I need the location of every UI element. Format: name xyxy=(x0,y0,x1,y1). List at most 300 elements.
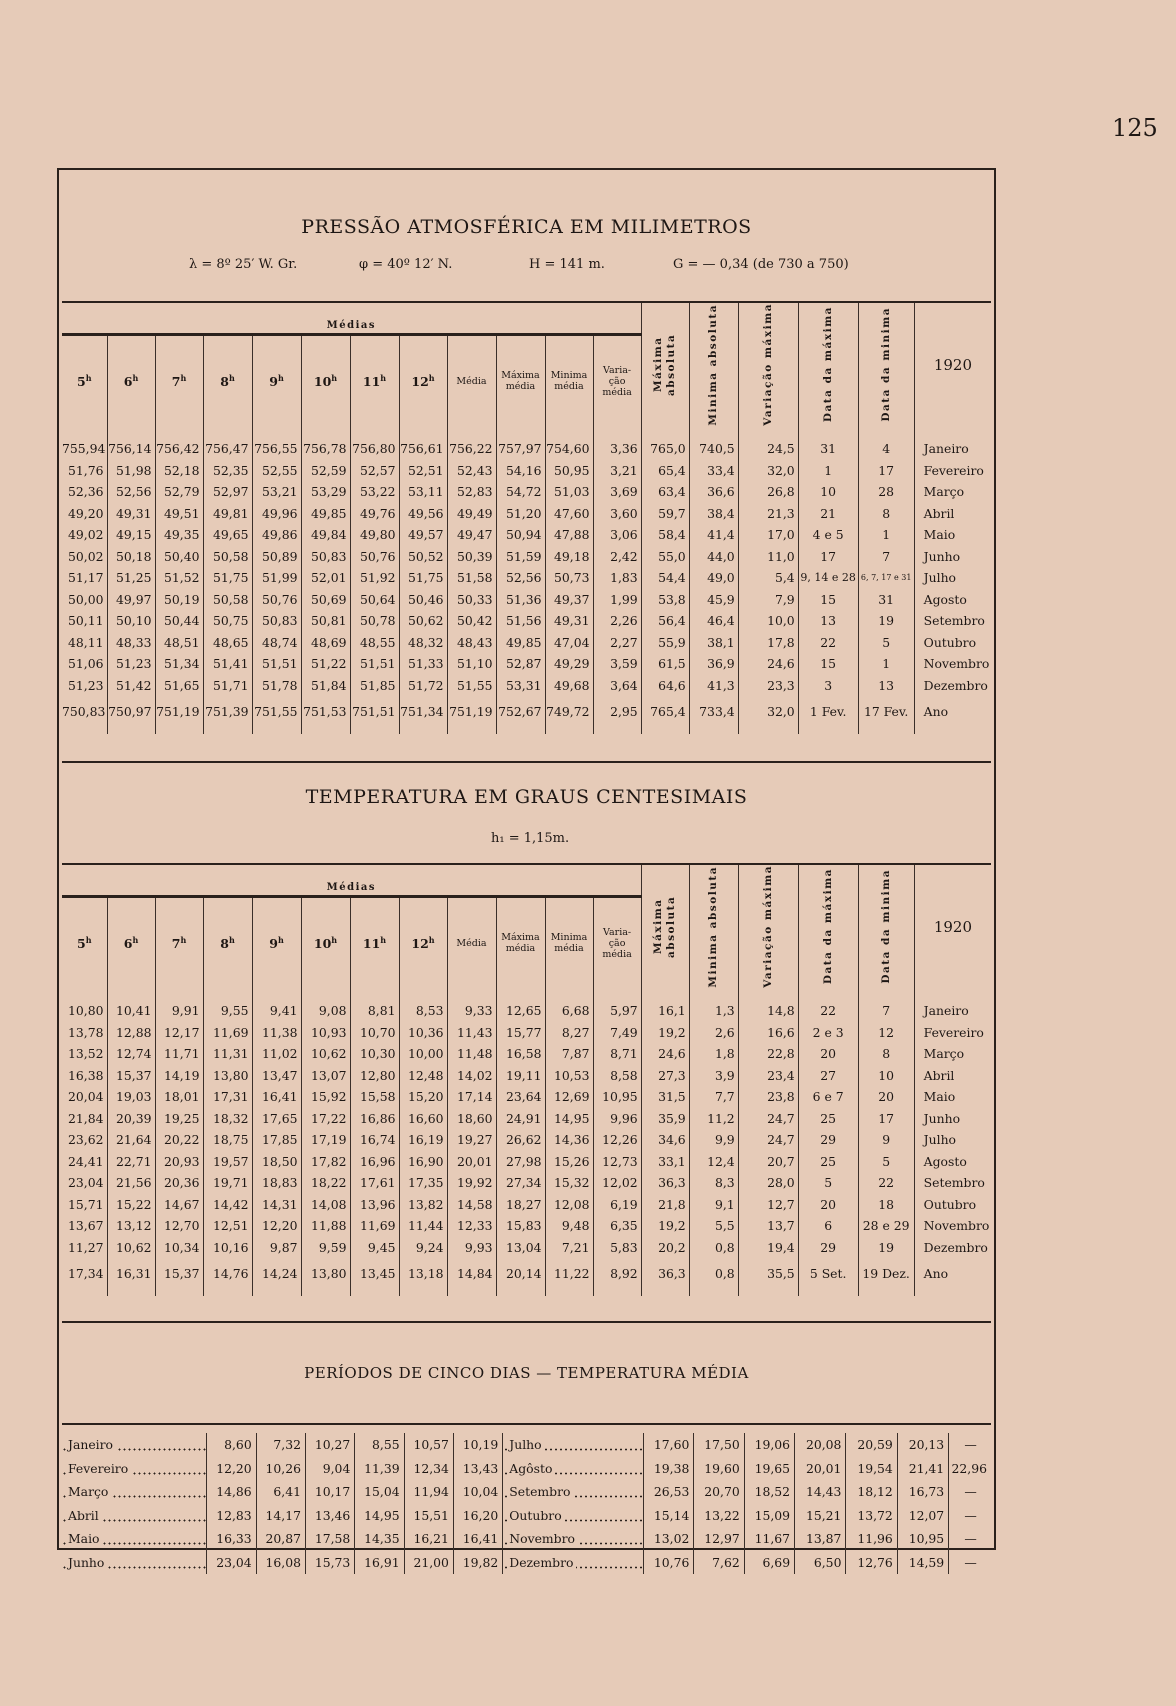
cell-media: 14,58 xyxy=(447,1194,496,1216)
spacer-cell xyxy=(496,1288,545,1296)
cell-5h: 50,00 xyxy=(68,591,104,607)
period-value: 15,04 xyxy=(355,1480,404,1504)
cell-max-abs: 55,9 xyxy=(641,632,689,654)
period-value: 19,65 xyxy=(744,1457,794,1481)
cell-6h: 756,14 xyxy=(107,426,155,460)
cell-7h: 751,19 xyxy=(155,696,203,726)
period-value: 15,14 xyxy=(644,1504,694,1528)
period-value: 10,26 xyxy=(256,1457,305,1481)
period-value: 20,08 xyxy=(795,1433,846,1457)
period-month-right xyxy=(503,1504,644,1528)
table-row xyxy=(62,589,991,611)
cell-media: 18,60 xyxy=(447,1108,496,1130)
temperature-table xyxy=(62,865,991,1296)
cell-11h: 12,80 xyxy=(350,1065,399,1087)
cell-9h: 18,83 xyxy=(252,1172,301,1194)
cell-media: 11,43 xyxy=(447,1022,496,1044)
cell-data-max: 25 xyxy=(798,1108,858,1130)
cell-10h: 17,19 xyxy=(301,1129,350,1151)
cell-8h: 11,69 xyxy=(203,1022,252,1044)
period-month-text: Fevereiro xyxy=(68,1461,131,1476)
cell-data-max: 6 xyxy=(798,1215,858,1237)
period-value: 16,91 xyxy=(355,1551,404,1575)
cell-var-max: 22,8 xyxy=(738,1043,798,1065)
cell-9h: 17,65 xyxy=(252,1108,301,1130)
cell-variacao-media: 6,35 xyxy=(593,1215,641,1237)
period-value: 11,67 xyxy=(744,1527,794,1551)
table-row xyxy=(62,653,991,675)
cell-var-max: 24,7 xyxy=(738,1129,798,1151)
cell-variacao-media: 2,95 xyxy=(593,696,641,726)
table-row xyxy=(62,1043,991,1065)
cell-12h: 10,00 xyxy=(399,1043,447,1065)
header-9h: 9$^h$ xyxy=(252,335,301,427)
period-month-text: Agôsto xyxy=(509,1461,555,1476)
cell-12h: 11,44 xyxy=(399,1215,447,1237)
cell-10h: 53,29 xyxy=(301,481,350,503)
cell-7h: 20,36 xyxy=(155,1172,203,1194)
cell-6h: 51,42 xyxy=(107,675,155,697)
header-variacao-media: Varia- ção média xyxy=(593,335,641,427)
cell-month: Julho xyxy=(914,567,991,589)
period-value: 16,08 xyxy=(256,1551,305,1575)
cell-data-max: 29 xyxy=(798,1129,858,1151)
cell-5h: 13,67 xyxy=(68,1218,104,1234)
table-row xyxy=(62,567,991,589)
period-value: 19,54 xyxy=(846,1457,897,1481)
period-value: 12,97 xyxy=(694,1527,744,1551)
cell-data-max: 3 xyxy=(798,675,858,697)
cell-media: 52,43 xyxy=(447,460,496,482)
cell-6h: 49,97 xyxy=(107,589,155,611)
period-value: 20,59 xyxy=(846,1433,897,1457)
cell-10h: 50,81 xyxy=(301,610,350,632)
cell-max-media: 18,27 xyxy=(496,1194,545,1216)
cell-11h: 16,74 xyxy=(350,1129,399,1151)
cell-8h: 18,75 xyxy=(203,1129,252,1151)
period-value: 11,39 xyxy=(355,1457,404,1481)
cell-min-abs: 49,0 xyxy=(689,567,738,589)
cell-6h: 19,03 xyxy=(107,1086,155,1108)
period-month-text: Junho xyxy=(68,1555,107,1570)
spacer-cell xyxy=(62,726,107,734)
cell-data-max: 5 Set. xyxy=(798,1258,858,1288)
table-row xyxy=(62,610,991,632)
cell-max-media: 20,14 xyxy=(496,1258,545,1288)
cell-6h: 50,10 xyxy=(107,610,155,632)
period-value: 10,57 xyxy=(404,1433,453,1457)
cell-var-max: 32,0 xyxy=(738,696,798,726)
header-7h: 7$^h$ xyxy=(155,897,203,989)
cell-min-abs: 41,4 xyxy=(689,524,738,546)
period-value: 19,82 xyxy=(453,1551,502,1575)
cell-6h: 21,64 xyxy=(107,1129,155,1151)
cell-media: 50,39 xyxy=(447,546,496,568)
cell-var-max: 24,7 xyxy=(738,1108,798,1130)
cell-variacao-media: 10,95 xyxy=(593,1086,641,1108)
cell-data-min: 31 xyxy=(858,589,914,611)
spacer-cell xyxy=(798,726,858,734)
cell-max-abs: 56,4 xyxy=(641,610,689,632)
cell-12h: 16,19 xyxy=(399,1129,447,1151)
cell-min-media: 15,26 xyxy=(545,1151,593,1173)
cell-data-min: 28 xyxy=(858,481,914,503)
header-10h: 10$^h$ xyxy=(301,897,350,989)
table-row xyxy=(62,481,991,503)
cell-11h: 11,69 xyxy=(350,1215,399,1237)
cell-6h: 49,31 xyxy=(107,503,155,525)
cell-max-media: 757,97 xyxy=(496,426,545,460)
header-12h: 12$^h$ xyxy=(399,897,447,989)
cell-6h: 20,39 xyxy=(107,1108,155,1130)
period-value: 10,19 xyxy=(453,1433,502,1457)
cell-data-min: 18 xyxy=(858,1194,914,1216)
cell-variacao-media: 2,26 xyxy=(593,610,641,632)
cell-data-max: 9, 14 e 28 xyxy=(798,567,858,589)
period-month-left xyxy=(62,1504,207,1528)
period-value: 14,86 xyxy=(207,1480,256,1504)
cell-6h: 22,71 xyxy=(107,1151,155,1173)
cell-11h: 51,85 xyxy=(350,675,399,697)
cell-var-max: 12,7 xyxy=(738,1194,798,1216)
cell-5h: 51,23 xyxy=(68,677,104,693)
param-gravity: G = — 0,34 (de 730 a 750) xyxy=(673,257,849,272)
cell-9h: 12,20 xyxy=(252,1215,301,1237)
cell-min-abs: 7,7 xyxy=(689,1086,738,1108)
period-month-text: Maio xyxy=(68,1531,103,1546)
header-variacao-media: Varia- ção média xyxy=(593,897,641,989)
cell-12h: 51,75 xyxy=(399,567,447,589)
cell-data-max: 2 e 3 xyxy=(798,1022,858,1044)
cell-min-media: 14,95 xyxy=(545,1108,593,1130)
period-month-text: Setembro xyxy=(509,1484,573,1499)
cell-variacao-media: 2,27 xyxy=(593,632,641,654)
cell-min-media: 9,48 xyxy=(545,1215,593,1237)
cell-8h: 49,65 xyxy=(203,524,252,546)
temperature-params xyxy=(59,831,994,851)
period-value: 20,13 xyxy=(897,1433,948,1457)
period-month-right xyxy=(503,1433,644,1457)
spacer-cell xyxy=(203,726,252,734)
cell-max-media: 54,72 xyxy=(496,481,545,503)
cell-media: 751,19 xyxy=(447,696,496,726)
cell-11h: 53,22 xyxy=(350,481,399,503)
page-frame xyxy=(57,168,996,1570)
period-value: — xyxy=(949,1504,991,1528)
cell-11h: 15,58 xyxy=(350,1086,399,1108)
cell-max-media: 24,91 xyxy=(496,1108,545,1130)
cell-10h: 9,59 xyxy=(301,1237,350,1259)
period-value: 17,60 xyxy=(644,1433,694,1457)
cell-min-abs: 740,5 xyxy=(689,426,738,460)
cell-11h: 16,96 xyxy=(350,1151,399,1173)
spacer-cell xyxy=(593,1288,641,1296)
cell-max-media: 12,65 xyxy=(496,988,545,1022)
cell-month: Janeiro xyxy=(914,988,991,1022)
spacer-cell xyxy=(107,726,155,734)
period-value: 18,52 xyxy=(744,1480,794,1504)
spacer-cell xyxy=(858,726,914,734)
cell-5h: 16,38 xyxy=(68,1067,104,1083)
period-value: 13,02 xyxy=(644,1527,694,1551)
spacer-cell xyxy=(798,1288,858,1296)
cell-10h: 751,53 xyxy=(301,696,350,726)
cell-media: 49,47 xyxy=(447,524,496,546)
cell-5h: 11,27 xyxy=(68,1239,104,1255)
cell-9h: 751,55 xyxy=(252,696,301,726)
periods-rows xyxy=(62,1433,991,1574)
cell-min-media: 49,18 xyxy=(545,546,593,568)
cell-variacao-media: 12,26 xyxy=(593,1129,641,1151)
cell-min-abs: 36,6 xyxy=(689,481,738,503)
cell-5h: 21,84 xyxy=(68,1110,104,1126)
cell-min-media: 8,27 xyxy=(545,1022,593,1044)
cell-month: Março xyxy=(914,1043,991,1065)
cell-variacao-media: 8,58 xyxy=(593,1065,641,1087)
cell-5h: 49,02 xyxy=(68,527,104,543)
cell-6h: 15,22 xyxy=(107,1194,155,1216)
cell-9h: 51,99 xyxy=(252,567,301,589)
cell-8h: 52,35 xyxy=(203,460,252,482)
cell-media: 9,93 xyxy=(447,1237,496,1259)
cell-max-media: 26,62 xyxy=(496,1129,545,1151)
cell-var-max: 26,8 xyxy=(738,481,798,503)
cell-data-min: 6, 7, 17 e 31 xyxy=(858,567,914,589)
cell-month: Junho xyxy=(914,1108,991,1130)
cell-7h: 14,19 xyxy=(155,1065,203,1087)
cell-data-max: 13 xyxy=(798,610,858,632)
cell-9h: 9,87 xyxy=(252,1237,301,1259)
cell-5h: 50,02 xyxy=(68,548,104,564)
cell-var-max: 23,4 xyxy=(738,1065,798,1087)
cell-min-media: 6,68 xyxy=(545,988,593,1022)
period-month-text: Novembro xyxy=(509,1531,578,1546)
header-10h: 10$^h$ xyxy=(301,335,350,427)
cell-data-min: 22 xyxy=(858,1172,914,1194)
cell-media: 12,33 xyxy=(447,1215,496,1237)
cell-min-media: 10,53 xyxy=(545,1065,593,1087)
header-11h: 11$^h$ xyxy=(350,335,399,427)
cell-7h: 14,67 xyxy=(155,1194,203,1216)
cell-data-min: 8 xyxy=(858,503,914,525)
cell-8h: 13,80 xyxy=(203,1065,252,1087)
period-month-text: Março xyxy=(68,1484,111,1499)
cell-5h: 48,11 xyxy=(68,634,104,650)
table-row xyxy=(62,1172,991,1194)
cell-max-media: 16,58 xyxy=(496,1043,545,1065)
cell-7h: 50,40 xyxy=(155,546,203,568)
cell-data-max: 22 xyxy=(798,988,858,1022)
cell-5h: 13,52 xyxy=(68,1046,104,1062)
cell-11h: 13,45 xyxy=(350,1258,399,1288)
cell-max-media: 15,83 xyxy=(496,1215,545,1237)
cell-5h: 20,04 xyxy=(68,1089,104,1105)
cell-11h: 51,51 xyxy=(350,653,399,675)
cell-7h: 48,51 xyxy=(155,632,203,654)
cell-variacao-media: 5,83 xyxy=(593,1237,641,1259)
cell-8h: 52,97 xyxy=(203,481,252,503)
cell-7h: 10,34 xyxy=(155,1237,203,1259)
cell-10h: 10,62 xyxy=(301,1043,350,1065)
cell-media: 50,33 xyxy=(447,589,496,611)
cell-data-max: 15 xyxy=(798,589,858,611)
period-month-text: Janeiro xyxy=(68,1437,116,1452)
cell-max-media: 19,11 xyxy=(496,1065,545,1087)
cell-8h: 18,32 xyxy=(203,1108,252,1130)
cell-data-max: 22 xyxy=(798,632,858,654)
cell-variacao-media: 3,36 xyxy=(593,426,641,460)
period-value: 12,76 xyxy=(846,1551,897,1575)
cell-data-min: 7 xyxy=(858,546,914,568)
period-value: 17,50 xyxy=(694,1433,744,1457)
cell-min-abs: 1,8 xyxy=(689,1043,738,1065)
header-year: 1920 xyxy=(914,303,991,426)
cell-12h: 9,24 xyxy=(399,1237,447,1259)
table-row xyxy=(62,1215,991,1237)
period-value: 8,60 xyxy=(207,1433,256,1457)
cell-var-max: 16,6 xyxy=(738,1022,798,1044)
cell-12h: 50,62 xyxy=(399,610,447,632)
cell-data-min: 13 xyxy=(858,675,914,697)
cell-7h: 51,34 xyxy=(155,653,203,675)
cell-10h: 11,88 xyxy=(301,1215,350,1237)
cell-variacao-media: 3,64 xyxy=(593,675,641,697)
cell-max-media: 51,20 xyxy=(496,503,545,525)
table-row xyxy=(62,1480,991,1504)
cell-9h: 50,89 xyxy=(252,546,301,568)
cell-data-max: 29 xyxy=(798,1237,858,1259)
cell-max-abs: 765,4 xyxy=(641,696,689,726)
cell-month: Julho xyxy=(914,1129,991,1151)
period-value: 15,51 xyxy=(404,1504,453,1528)
period-value: 6,69 xyxy=(744,1551,794,1575)
period-value: 13,46 xyxy=(306,1504,355,1528)
cell-data-max: 1 Fev. xyxy=(798,696,858,726)
table-row xyxy=(62,988,991,1022)
period-value: 12,20 xyxy=(207,1457,256,1481)
spacer-cell xyxy=(447,1288,496,1296)
cell-6h: 21,56 xyxy=(107,1172,155,1194)
cell-8h: 10,16 xyxy=(203,1237,252,1259)
cell-data-max: 17 xyxy=(798,546,858,568)
cell-var-max: 20,7 xyxy=(738,1151,798,1173)
cell-min-media: 749,72 xyxy=(545,696,593,726)
cell-media: 20,01 xyxy=(447,1151,496,1173)
pressure-table xyxy=(62,303,991,734)
cell-media: 19,27 xyxy=(447,1129,496,1151)
period-month-text: Dezembro xyxy=(509,1555,576,1570)
cell-12h: 8,53 xyxy=(399,988,447,1022)
cell-5h: 15,71 xyxy=(68,1196,104,1212)
cell-month: Agosto xyxy=(914,589,991,611)
period-value: 13,87 xyxy=(795,1527,846,1551)
cell-5h: 52,36 xyxy=(68,484,104,500)
cell-min-abs: 8,3 xyxy=(689,1172,738,1194)
header-5h: 5$^h$ xyxy=(76,934,92,951)
section-rule xyxy=(62,1321,991,1323)
cell-month: Outubro xyxy=(914,632,991,654)
cell-7h: 11,71 xyxy=(155,1043,203,1065)
medias-header: Médias xyxy=(62,303,641,335)
cell-media: 19,92 xyxy=(447,1172,496,1194)
cell-11h: 49,80 xyxy=(350,524,399,546)
table-row xyxy=(62,1086,991,1108)
cell-9h: 52,55 xyxy=(252,460,301,482)
cell-variacao-media: 3,59 xyxy=(593,653,641,675)
period-value: 20,87 xyxy=(256,1527,305,1551)
cell-min-media: 49,29 xyxy=(545,653,593,675)
cell-5h: 51,06 xyxy=(68,656,104,672)
table-row xyxy=(62,460,991,482)
cell-max-abs: 21,8 xyxy=(641,1194,689,1216)
cell-var-max: 5,4 xyxy=(738,567,798,589)
cell-max-abs: 20,2 xyxy=(641,1237,689,1259)
cell-8h: 17,31 xyxy=(203,1086,252,1108)
cell-10h: 49,85 xyxy=(301,503,350,525)
cell-5h: 50,11 xyxy=(68,613,104,629)
cell-11h: 9,45 xyxy=(350,1237,399,1259)
cell-9h: 49,96 xyxy=(252,503,301,525)
cell-8h: 50,58 xyxy=(203,589,252,611)
cell-10h: 14,08 xyxy=(301,1194,350,1216)
cell-5h: 51,76 xyxy=(68,462,104,478)
cell-10h: 52,01 xyxy=(301,567,350,589)
cell-media: 11,48 xyxy=(447,1043,496,1065)
temperature-rows xyxy=(62,988,991,1296)
table-row xyxy=(62,1551,991,1575)
cell-max-media: 51,59 xyxy=(496,546,545,568)
cell-7h: 50,19 xyxy=(155,589,203,611)
cell-var-max: 21,3 xyxy=(738,503,798,525)
page-number: 125 xyxy=(1112,114,1158,142)
period-value: 22,96 xyxy=(949,1457,991,1481)
cell-7h: 18,01 xyxy=(155,1086,203,1108)
cell-7h: 49,35 xyxy=(155,524,203,546)
cell-5h: 755,94 xyxy=(62,441,106,457)
table-row xyxy=(62,675,991,697)
period-value: 20,70 xyxy=(694,1480,744,1504)
cell-month: Junho xyxy=(914,546,991,568)
cell-max-abs: 765,0 xyxy=(641,426,689,460)
period-value: 16,21 xyxy=(404,1527,453,1551)
table-row xyxy=(62,503,991,525)
cell-variacao-media: 3,06 xyxy=(593,524,641,546)
cell-data-max: 10 xyxy=(798,481,858,503)
cell-media: 51,10 xyxy=(447,653,496,675)
cell-min-media: 49,37 xyxy=(545,589,593,611)
spacer-cell xyxy=(641,1288,689,1296)
cell-media: 756,22 xyxy=(447,426,496,460)
period-value: 13,72 xyxy=(846,1504,897,1528)
section-rule xyxy=(62,1423,991,1425)
cell-media: 14,02 xyxy=(447,1065,496,1087)
spacer-cell xyxy=(914,1288,991,1296)
cell-6h: 49,15 xyxy=(107,524,155,546)
cell-data-min: 9 xyxy=(858,1129,914,1151)
cell-7h: 19,25 xyxy=(155,1108,203,1130)
cell-9h: 48,74 xyxy=(252,632,301,654)
cell-max-media: 51,36 xyxy=(496,589,545,611)
temperature-title: TEMPERATURA EM GRAUS CENTESIMAIS xyxy=(305,786,748,808)
period-value: 6,41 xyxy=(256,1480,305,1504)
cell-max-media: 54,16 xyxy=(496,460,545,482)
cell-min-abs: 12,4 xyxy=(689,1151,738,1173)
spacer-cell xyxy=(301,726,350,734)
cell-data-min: 19 xyxy=(858,610,914,632)
header-max-media: Máxima média xyxy=(496,335,545,427)
period-value: — xyxy=(949,1433,991,1457)
period-value: 13,43 xyxy=(453,1457,502,1481)
